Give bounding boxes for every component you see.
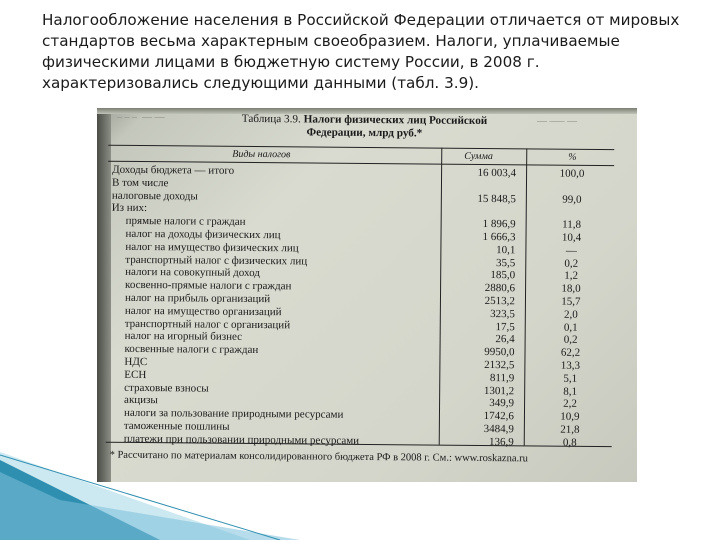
row-tax-name: страховые взносы (124, 381, 209, 395)
row-percent: 1,2 (564, 270, 579, 283)
row-tax-name: налог на игорный бизнес (124, 330, 243, 344)
row-sum: 35,5 (495, 256, 516, 269)
row-percent: 5,1 (563, 372, 578, 385)
row-tax-name: налог на доходы физических лиц (125, 227, 281, 242)
row-tax-name: налог на имущество организаций (124, 304, 282, 319)
row-percent: 8,1 (563, 385, 578, 398)
row-percent: — (565, 244, 577, 257)
row-sum: 323,5 (490, 307, 515, 321)
row-percent: 10,9 (560, 410, 580, 424)
row-percent: 2,0 (563, 308, 578, 321)
row-tax-name: налог на прибыль организаций (124, 291, 271, 306)
row-percent: 99,0 (562, 193, 582, 206)
row-tax-name: акцизы (124, 394, 158, 407)
row-tax-name: ЕСН (124, 368, 147, 381)
row-sum: 1301,2 (483, 384, 515, 397)
row-percent: 10,4 (561, 231, 582, 244)
row-tax-name: налоговые доходы (111, 189, 198, 203)
row-tax-name: прямые налоги с граждан (125, 215, 246, 229)
row-tax-name: транспортный налог с организаций (124, 317, 291, 331)
header-tax-types: Виды налогов (232, 148, 291, 161)
row-sum: 811,9 (489, 371, 515, 385)
row-sum: 26,4 (495, 333, 515, 346)
row-percent: 0,1 (563, 321, 578, 334)
row-tax-name: платежи при пользовании природными ресурсами (123, 432, 360, 447)
row-sum: 2513,2 (484, 295, 516, 308)
row-tax-name: налоги за пользование природными ресурсами (123, 407, 344, 421)
bleed-through-text: –– ––– –– (537, 116, 577, 127)
row-sum: 136,9 (488, 435, 514, 449)
intro-paragraph: Налогообложение населения в Российской Федерации отличается от мировых стандартов весьма характерным своеобразием. Налоги, уплачиваемые физическими лицами в бюджетную систему России, в 2008 г. характеризовались следующими данными (табл. 3.9). (42, 11, 680, 92)
row-sum: 2132,5 (484, 358, 515, 372)
row-sum: 1 896,9 (482, 218, 516, 231)
row-sum: 15 848,5 (477, 192, 516, 205)
table-footnote: * Рассчитано по материалам консолидированного бюджета РФ в 2008 г. См.: www.roskazna.ru (109, 449, 528, 465)
row-tax-name: Доходы бюджета — итого (112, 163, 235, 177)
table-number: Таблица 3.9. (241, 112, 301, 126)
row-tax-name: В том числе (111, 176, 169, 190)
row-tax-name: Из них: (111, 202, 148, 215)
row-sum: 3484,9 (483, 422, 514, 436)
row-percent: 100,0 (559, 167, 585, 180)
row-tax-name: НДС (124, 355, 148, 369)
row-tax-name: налог на имущество физических лиц (125, 240, 299, 255)
row-sum: 1742,6 (483, 410, 515, 423)
table-title: Налоги физических лиц Российской Федерации, млрд руб.* (303, 113, 488, 140)
row-tax-name: косвенно-прямые налоги с граждан (125, 279, 292, 293)
row-percent: 0,2 (563, 334, 578, 347)
row-percent: 11,8 (562, 218, 582, 232)
row-percent: 0,8 (562, 436, 577, 449)
row-percent: 0,2 (564, 257, 579, 270)
row-sum: 185,0 (490, 269, 516, 282)
row-sum: 1 666,3 (482, 230, 516, 244)
row-sum: 349,9 (489, 397, 515, 410)
row-percent: 21,8 (560, 423, 580, 436)
row-tax-name: налоги на совокупный доход (125, 266, 260, 280)
row-percent: 2,2 (563, 398, 577, 411)
row-sum: 17,5 (495, 320, 515, 333)
row-percent: 62,2 (560, 346, 581, 360)
row-sum: 2880,6 (484, 282, 516, 295)
row-sum: 9950,0 (484, 346, 515, 359)
bleed-through-text: – – – –– –– (117, 112, 165, 123)
row-percent: 18,0 (561, 282, 581, 296)
row-tax-name: косвенные налоги с граждан (124, 343, 259, 357)
row-sum: 16 003,4 (477, 166, 517, 180)
row-percent: 15,7 (561, 295, 581, 308)
row-tax-name: таможенные пошлины (123, 419, 230, 433)
row-sum: 10,1 (496, 243, 516, 257)
row-percent: 13,3 (560, 359, 581, 372)
header-percent: % (568, 151, 577, 163)
row-tax-name: транспортный налог с физических лиц (125, 253, 308, 268)
header-sum: Сумма (464, 150, 493, 163)
